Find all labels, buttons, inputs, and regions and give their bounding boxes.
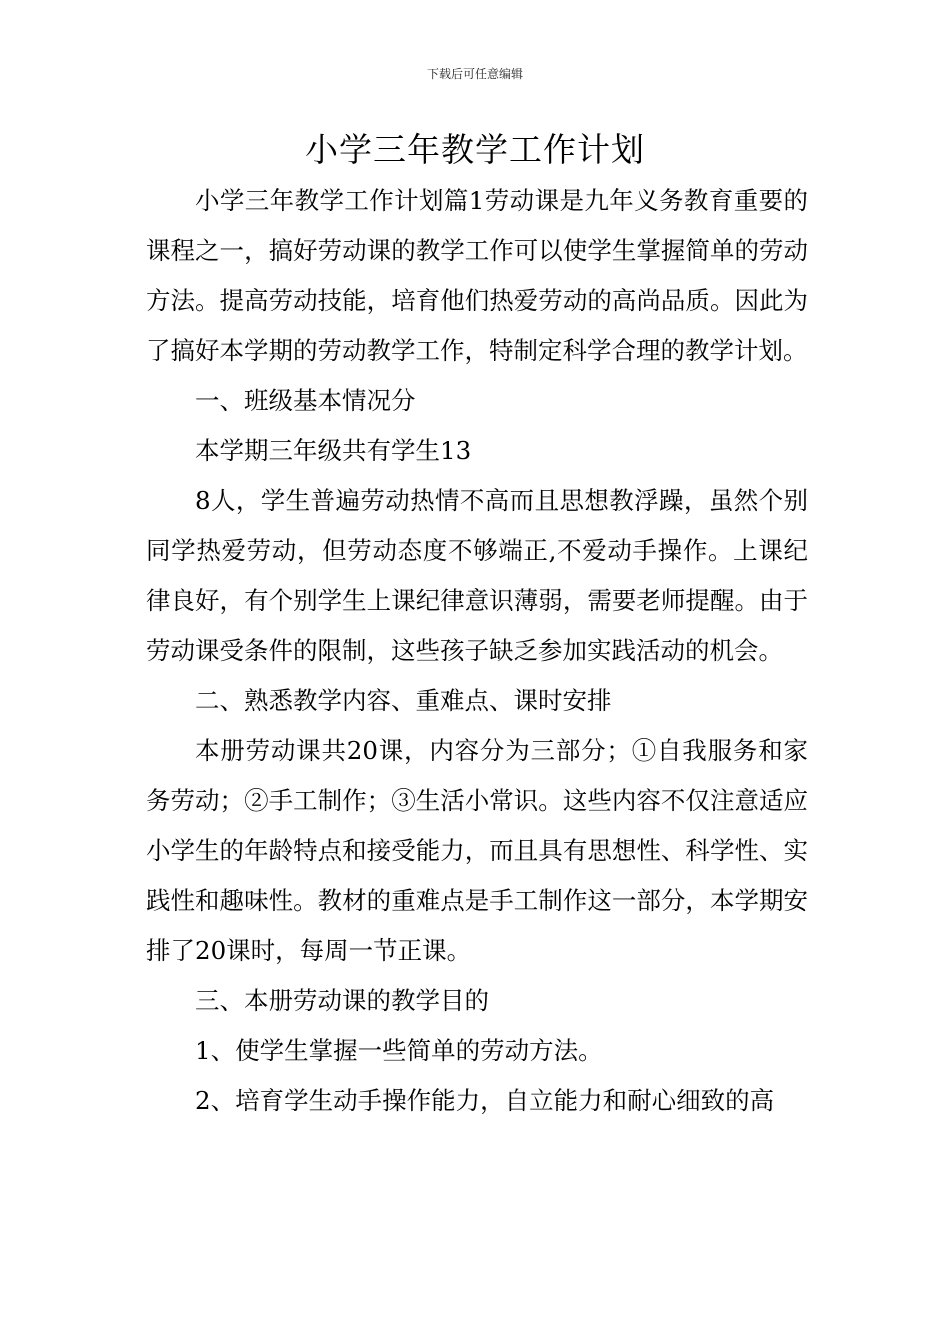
paragraph-student-count: 本学期三年级共有学生13: [195, 436, 472, 465]
section-heading-1: 一、班级基本情况分: [195, 386, 416, 415]
header-note: 下载后可任意编辑: [426, 67, 523, 81]
document-title: 小学三年教学工作计划: [305, 130, 645, 169]
section-heading-2: 二、熟悉教学内容、重难点、课时安排: [195, 686, 612, 715]
paragraph-intro: 小学三年教学工作计划篇1劳动课是九年义务教育重要的课程之一，搞好劳动课的教学工作可以使学生掌握简单的劳动方法。提高劳动技能，培育他们热爱劳动的高尚品质。因此为了搞好本学期的劳动教学工作，特制定科学合理的教学计划。: [146, 186, 808, 365]
paragraph-content: 本册劳动课共20课，内容分为三部分；①自我服务和家务劳动；②手工制作；③生活小常识。这些内容不仅注意适应小学生的年龄特点和接受能力，而且具有思想性、科学性、实践性和趣味性。教材的重难点是手工制作这一部分，本学期安排了20课时，每周一节正课。: [146, 736, 808, 965]
section-heading-3: 三、本册劳动课的教学目的: [195, 986, 489, 1015]
list-item-goal-2: 2、培育学生动手操作能力，自立能力和耐心细致的高: [195, 1086, 775, 1115]
paragraph-class-situation: 8人，学生普遍劳动热情不高而且思想教浮躁，虽然个别同学热爱劳动，但劳动态度不够端正,不爱动手操作。上课纪律良好，有个别学生上课纪律意识薄弱，需要老师提醒。由于劳动课受条件的限制，这些孩子缺乏参加实践活动的机会。: [146, 486, 808, 665]
list-item-goal-1: 1、使学生掌握一些简单的劳动方法。: [195, 1036, 603, 1065]
document-body: [146, 176, 808, 1126]
